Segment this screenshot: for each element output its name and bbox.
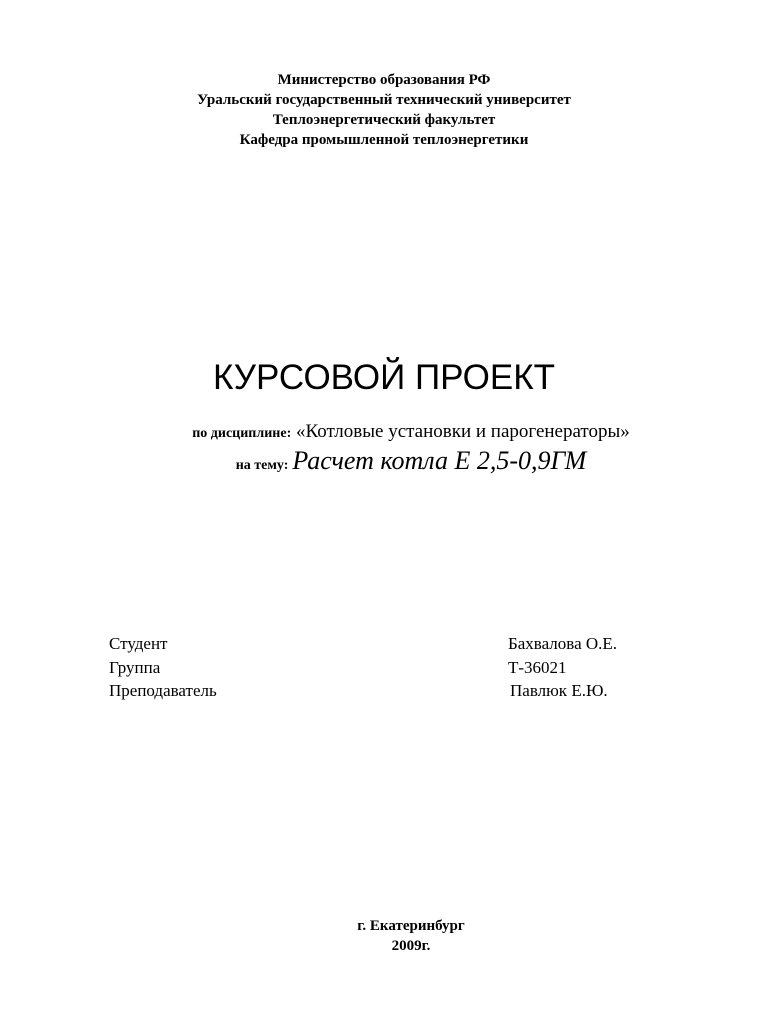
discipline-line xyxy=(0,420,768,446)
discipline-label: по дисциплине: xyxy=(192,426,292,441)
faculty-name: Теплоэнергетический факультет xyxy=(272,112,496,128)
student-row xyxy=(109,632,669,656)
group-value: Т-36021 xyxy=(508,658,567,677)
student-value: Бахвалова О.Е. xyxy=(508,634,618,653)
year: 2009г. xyxy=(391,938,431,954)
department-name: Кафедра промышленной теплоэнергетики xyxy=(239,132,529,148)
city: г. Екатеринбург xyxy=(357,918,465,934)
teacher-value: Павлюк Е.Ю. xyxy=(510,681,608,700)
document-title: КУРСОВОЙ ПРОЕКТ xyxy=(212,358,556,397)
ministry-name: Министерство образования РФ xyxy=(277,72,491,88)
topic-label: на тему: xyxy=(235,458,289,473)
discipline-value: «Котловые установки и парогенераторы» xyxy=(295,421,630,442)
group-label: Группа xyxy=(109,658,161,677)
teacher-row xyxy=(109,679,669,703)
institution-header xyxy=(0,70,768,150)
university-name: Уральский государственный технический университет xyxy=(197,92,571,108)
group-row xyxy=(109,656,669,680)
place-and-year xyxy=(0,916,768,956)
teacher-label: Преподаватель xyxy=(109,681,217,700)
student-label: Студент xyxy=(109,634,168,653)
topic-line xyxy=(0,444,768,483)
topic-value: Расчет котла Е 2,5-0,9ГМ xyxy=(292,446,587,475)
